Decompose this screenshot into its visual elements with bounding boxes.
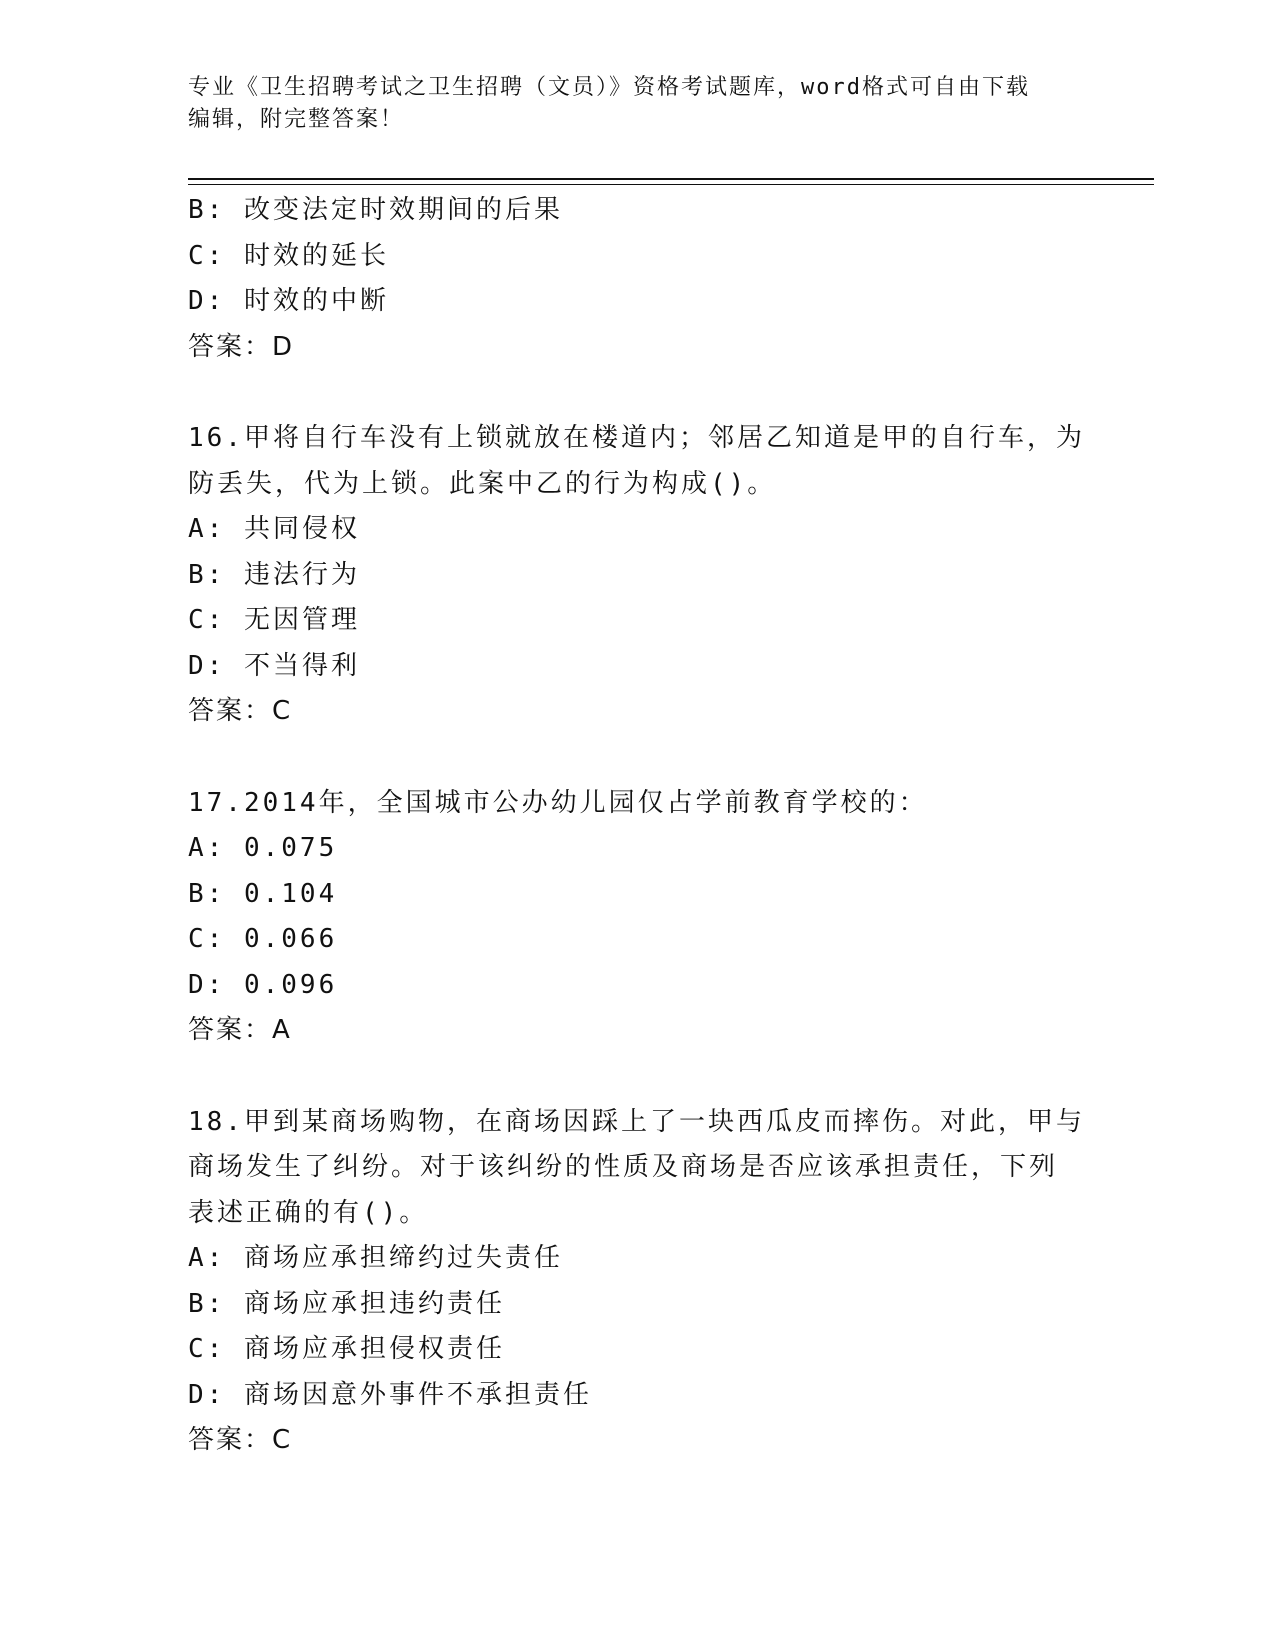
header-line-2: 编辑，附完整答案！: [188, 107, 405, 132]
option-d: D: 0.096: [188, 969, 338, 1000]
option-b: B: 0.104: [188, 878, 338, 909]
option-a: A: 共同侵权: [188, 514, 360, 544]
option-a: A: 商场应承担缔约过失责任: [188, 1243, 563, 1273]
answer: 答案：A: [188, 1015, 292, 1045]
question-stem: 18.甲到某商场购物，在商场因踩上了一块西瓜皮而摔伤。对此，甲与: [188, 1106, 1085, 1137]
question-stem: 表述正确的有()。: [188, 1197, 429, 1228]
option-a: A: 0.075: [188, 833, 338, 863]
option-d: D: 不当得利: [188, 650, 360, 681]
option-b: B: 商场应承担违约责任: [188, 1288, 505, 1319]
header-line-1: 专业《卫生招聘考试之卫生招聘（文员）》资格考试题库，word格式可自由下载: [188, 75, 1030, 100]
answer: 答案：C: [188, 1425, 293, 1455]
option-c: C: 商场应承担侵权责任: [188, 1334, 505, 1364]
option-b: B: 改变法定时效期间的后果: [188, 195, 563, 225]
header-divider-thick: [188, 178, 1154, 180]
header-divider-thin: [188, 184, 1154, 185]
question-15: [188, 188, 1088, 370]
question-18: [188, 1100, 1088, 1464]
option-c: C: 时效的延长: [188, 240, 389, 271]
option-d: D: 时效的中断: [188, 286, 389, 316]
answer: 答案：D: [188, 331, 295, 362]
question-17: [188, 781, 1088, 1054]
question-stem: 17.2014年，全国城市公办幼儿园仅占学前教育学校的：: [188, 787, 928, 818]
question-stem: 16.甲将自行车没有上锁就放在楼道内；邻居乙知道是甲的自行车，为: [188, 423, 1085, 453]
option-d: D: 商场因意外事件不承担责任: [188, 1379, 592, 1410]
option-c: C: 0.066: [188, 924, 338, 954]
question-stem: 商场发生了纠纷。对于该纠纷的性质及商场是否应该承担责任，下列: [188, 1152, 1059, 1182]
answer: 答案：C: [188, 696, 293, 726]
question-stem: 防丢失，代为上锁。此案中乙的行为构成()。: [188, 468, 777, 499]
question-list: [188, 188, 1088, 1464]
question-16: [188, 416, 1088, 735]
option-c: C: 无因管理: [188, 605, 360, 635]
document-header: [188, 72, 1088, 136]
option-b: B: 违法行为: [188, 559, 360, 590]
